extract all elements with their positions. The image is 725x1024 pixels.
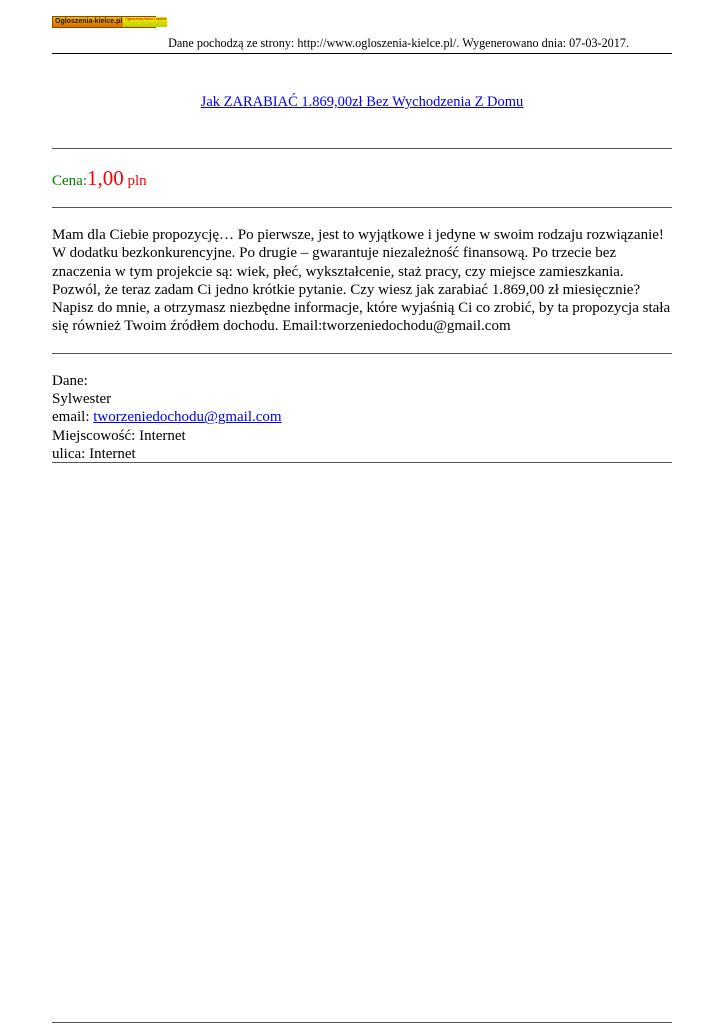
logo-name: Ogloszenia-kielce.pl <box>55 18 123 25</box>
price-value: 1,00 <box>87 166 124 190</box>
ad-description: Mam dla Ciebie propozycję… Po pierwsze, jest to wyjątkowe i jedyne w swoim rodzaju rozwiązanie! W dodatku bezkonkurencyjne. Po drugie – gwarantuje niezależność finansową. Po trzecie bez znaczenia w tym projekcie są: wiek, płeć, wykształcenie, staż pracy, czy miejsce zamieszkania. Pozwól, że teraz zadam Ci jedno krótkie pytanie. Czy wiesz jak zarabiać 1.869,00 zł miesięcznie? Napisz do mnie, a otrzymasz niezbędne informacje, które wyjaśnią Ci co zrobić, by ta propozycja stała się również Twoim źródłem dochodu. Email:tworzeniedochodu@gmail.com <box>52 227 671 335</box>
contact-city-label: Miejscowość: <box>52 427 140 444</box>
price-label: Cena: <box>52 173 87 189</box>
contact-divider <box>52 462 672 463</box>
ad-title <box>52 94 672 111</box>
contact-email-label: email: <box>52 409 94 426</box>
ad-title-link[interactable]: Jak ZARABIAĆ 1.869,00zł Bez Wychodzenia Z Domu <box>200 94 524 110</box>
footer-divider <box>52 1022 672 1023</box>
site-logo <box>52 16 167 28</box>
description-divider <box>52 353 672 354</box>
contact-city: Internet <box>139 427 186 444</box>
contact-street: Internet <box>89 445 136 462</box>
contact-street-label: ulica: <box>52 445 90 462</box>
logo-tagline: Ogłoszenia Kielce i okolice <box>123 17 167 27</box>
contact-street-row <box>52 445 282 463</box>
contact-city-row <box>52 427 282 445</box>
contact-heading: Dane: <box>52 373 88 389</box>
contact-email-row <box>52 408 282 426</box>
price-currency: pln <box>123 173 147 189</box>
price-divider <box>52 207 672 208</box>
source-header: Dane pochodzą ze strony: http://www.ogloszenia-kielce.pl/. Wygenerowano dnia: 07-03-2017. <box>168 36 629 50</box>
contact-email-link[interactable]: tworzeniedochodu@gmail.com <box>93 409 282 426</box>
price-line <box>52 166 147 191</box>
contact-name: Sylwester <box>52 391 112 408</box>
contact-block <box>52 372 282 463</box>
title-divider <box>52 148 672 149</box>
header-divider <box>52 53 672 54</box>
